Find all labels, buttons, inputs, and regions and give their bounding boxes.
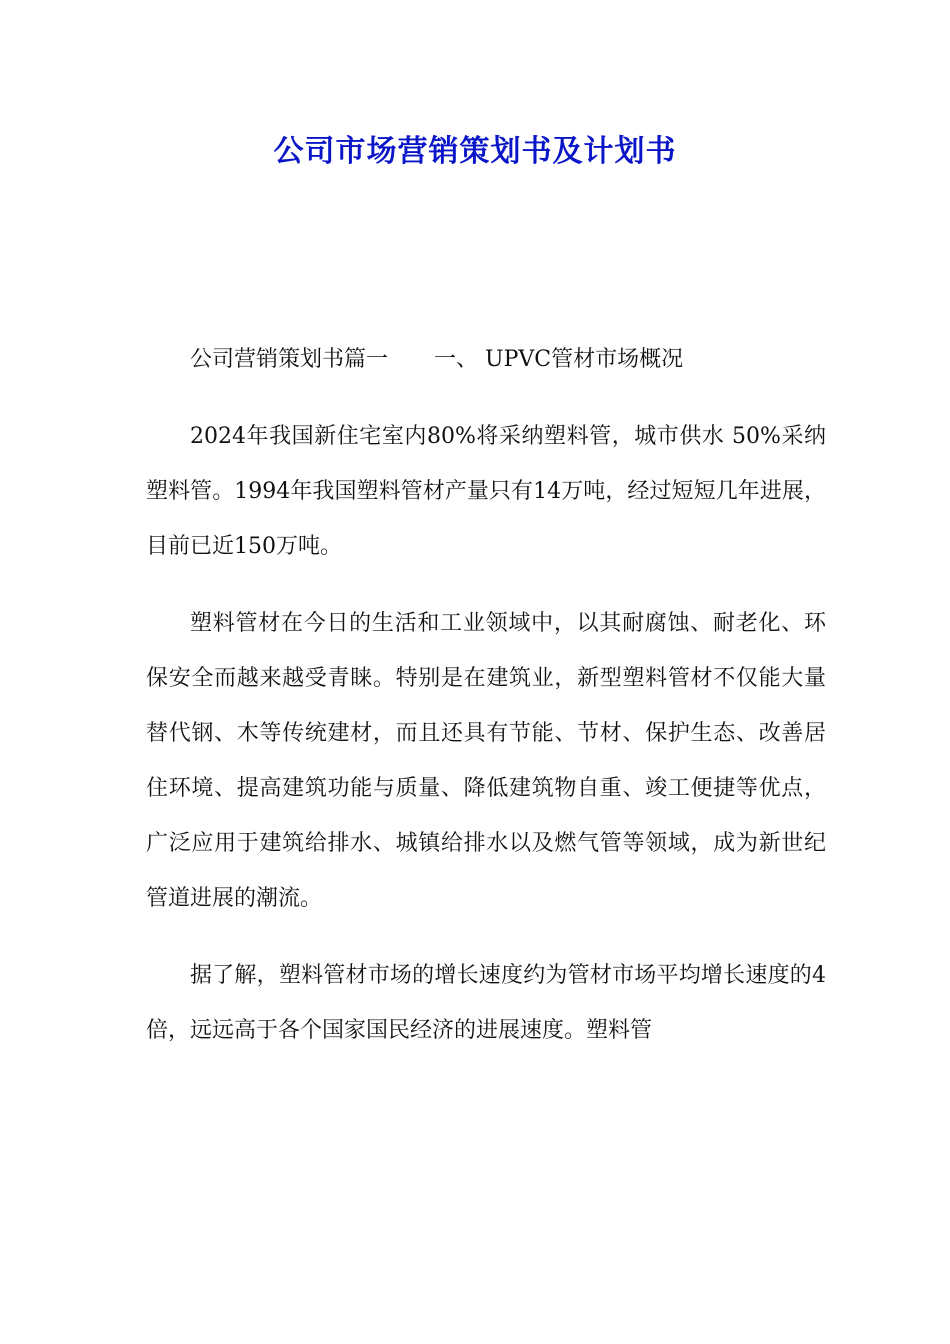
- section-heading-number: 一、: [434, 347, 479, 372]
- document-body: [146, 332, 826, 1058]
- paragraph-3: 据了解，塑料管材市场的增长速度约为管材市场平均增长速度的4倍，远远高于各个国家国民经济的进展速度。塑料管: [146, 963, 826, 1043]
- document-title: 公司市场营销策划书及计划书: [273, 134, 677, 169]
- part-label: 公司营销策划书篇一: [190, 347, 389, 372]
- section-lead-line: [146, 332, 826, 387]
- paragraph-1: 2024年我国新住宅室内80%将采纳塑料管，城市供水 50%采纳塑料管。1994年我国塑料管材产量只有14万吨，经过短短几年进展，目前已近150万吨。: [146, 424, 826, 559]
- section-heading-text: UPVC管材市场概况: [485, 347, 684, 372]
- paragraph-2: 塑料管材在今日的生活和工业领域中，以其耐腐蚀、耐老化、环保安全而越来越受青睐。特别是在建筑业，新型塑料管材不仅能大量替代钢、木等传统建材，而且还具有节能、节材、保护生态、改善居住环境、提高建筑功能与质量、降低建筑物自重、竣工便捷等优点，广泛应用于建筑给排水、城镇给排水以及燃气管等领域，成为新世纪管道进展的潮流。: [146, 611, 826, 911]
